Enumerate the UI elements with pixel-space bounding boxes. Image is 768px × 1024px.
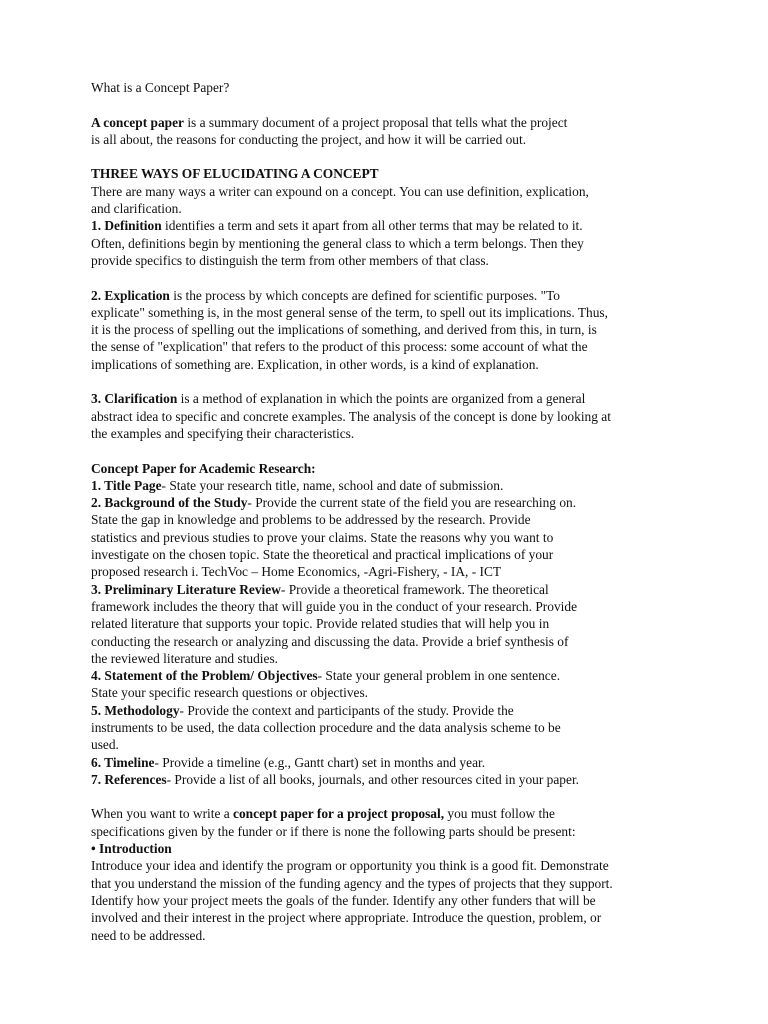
list-item: 6. Timeline- Provide a timeline (e.g., Gantt chart) set in months and year. (91, 754, 486, 770)
document-title: What is a Concept Paper? (91, 80, 230, 95)
academic-section (91, 460, 677, 789)
ways-section: THREE WAYS OF ELUCIDATING A CONCEPT There are many ways a writer can expound on a concept. You can use definition, explication, and clarification. 1. Definition identifies a term and sets it apart from all other terms that may be related to it. Often, definitions begin by mentioning the general class to which a term belongs. Then they provide specifics to distinguish the term from other members of that class. 2. Explication is the process by which concepts are defined for scientific purposes. "To explicate" something is, in the most general sense of the term, to spell out its implications. Thus, it is the process of spelling out the implications of something, and derived from this, in turn, is the sense of "explication" that refers to the product of this process: some account of what the implications of something are. Explication, in other words, is a kind of explanation. 3. Clarification is a method of explanation in which the points are organized from a general abstract idea to specific and concrete examples. The analysis of the concept is done by looking at the examples and specifying their characteristics. (91, 165, 677, 442)
introduction-bullet-heading: • Introduction (91, 841, 172, 857)
ways-heading: THREE WAYS OF ELUCIDATING A CONCEPT (91, 166, 379, 182)
list-item: 5. Methodology- Provide the context and participants of the study. Provide the instruments to be used, the data collection procedure and the data analysis scheme to be used. (91, 702, 561, 753)
explication-paragraph: 2. Explication is the process by which concepts are defined for scientific purposes. "To explicate" something is, in the most general sense of the term, to spell out its implications. Thus, it is the process of spelling out the implications of something, and derived from this, in turn, is the sense of "explication" that refers to the product of this process: some account of what the implications of something are. Explication, in other words, is a kind of explanation. (91, 287, 608, 372)
intro-paragraph: A concept paper is a summary document of a project proposal that tells what the project is all about, the reasons for conducting the project, and how it will be carried out. (91, 114, 568, 147)
list-item: 1. Title Page- State your research title, name, school and date of submission. (91, 477, 504, 493)
intro-term: A concept paper (91, 114, 184, 130)
list-item: 4. Statement of the Problem/ Objectives- State your general problem in one sentence. State your specific research questions or objectives. (91, 668, 561, 701)
list-item: 2. Background of the Study- Provide the current state of the field you are researching on. State the gap in knowledge and problems to be addressed by the research. Provide statistics and previous studies to prove your claims. State the reasons why you want to investigate on the chosen topic. State the theoretical and practical implications of your proposed research i. TechVoc – Home Economics, -Agri-Fishery, - IA, - ICT (91, 495, 577, 580)
academic-heading: Concept Paper for Academic Research: (91, 460, 316, 476)
definition-paragraph: 1. Definition identifies a term and sets it apart from all other terms that may be related to it. Often, definitions begin by mentioning the general class to which a term belongs. Then they provide specifics to distinguish the term from other members of that class. (91, 218, 584, 268)
proposal-section: When you want to write a concept paper for a project proposal, you must follow the specifications given by the funder or if there is none the following parts should be present: • Introduction Introduce your idea and identify the program or opportunity you think is a good fit. Demonstrate that you understand the mission of the funding agency and the types of projects that they support. Identify how your project meets the goals of the funder. Identify any other funders that will be involved and their interest in the project where appropriate. Introduce the question, problem, or need to be addressed. (91, 806, 613, 943)
clarification-paragraph: 3. Clarification is a method of explanation in which the points are organized from a general abstract idea to specific and concrete examples. The analysis of the concept is done by looking at the examples and specifying their characteristics. (91, 391, 611, 441)
list-item: 3. Preliminary Literature Review- Provide a theoretical framework. The theoretical framework includes the theory that will guide you in the conduct of your research. Provide related literature that supports your topic. Provide related studies that will help you in conducting the research or analyzing and discussing the data. Provide a brief synthesis of the reviewed literature and studies. (91, 581, 578, 666)
list-item: 7. References- Provide a list of all books, journals, and other resources cited in your paper. (91, 771, 580, 787)
